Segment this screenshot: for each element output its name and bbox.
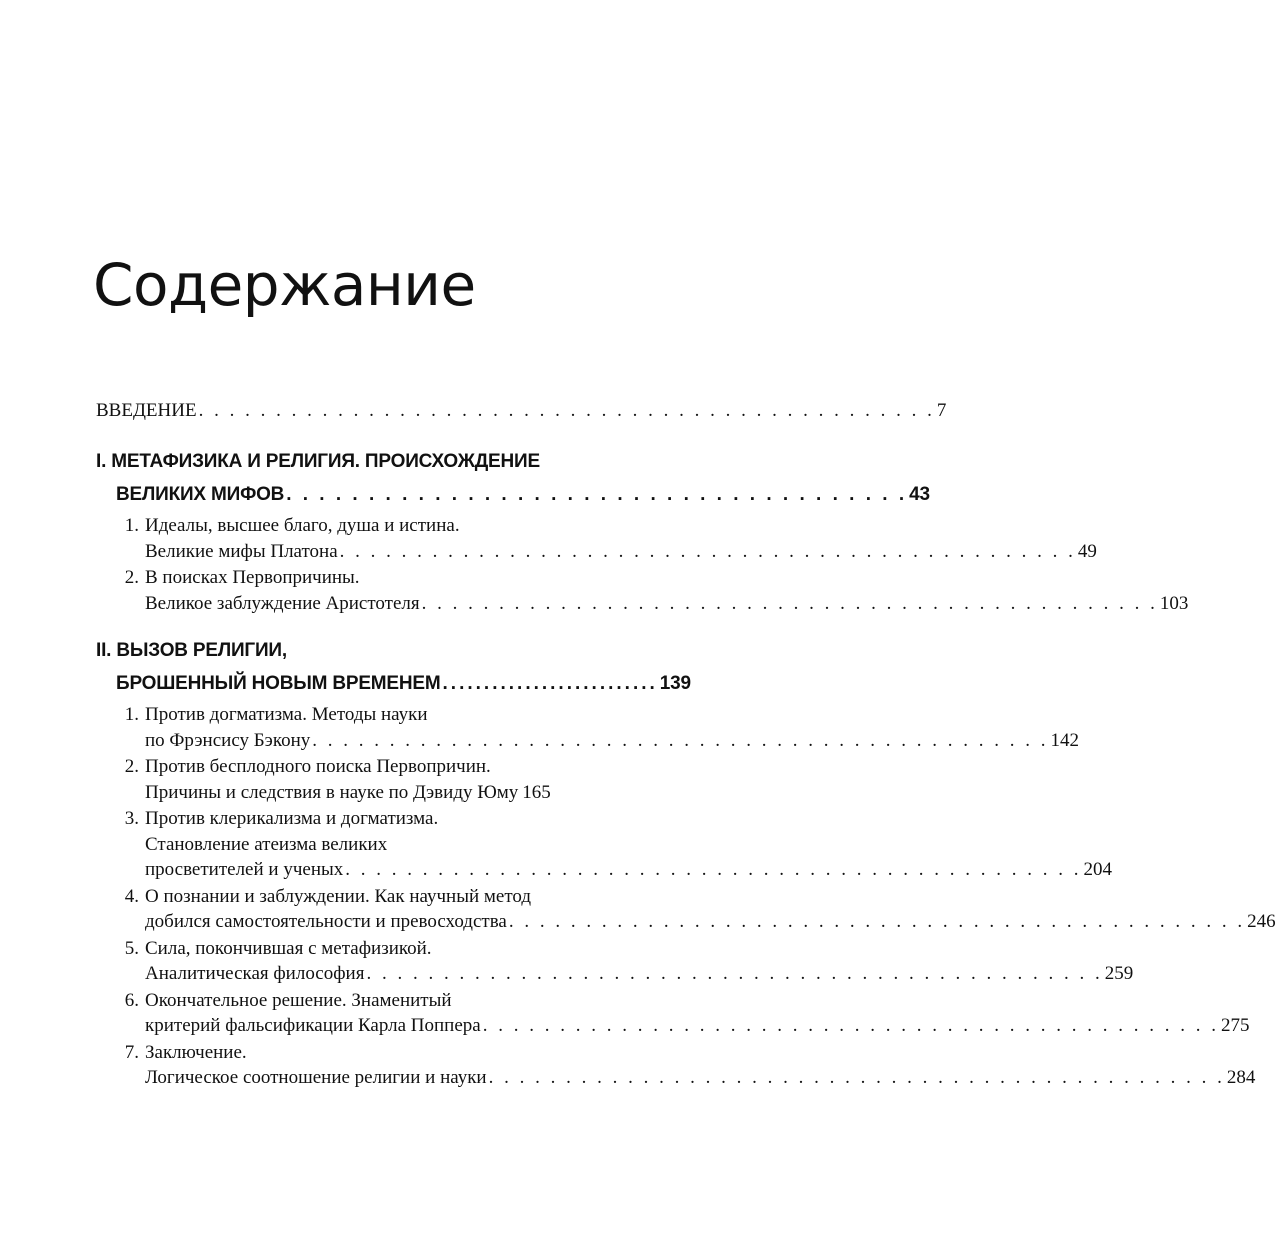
part-heading-line: II. ВЫЗОВ РЕЛИГИИ, (96, 640, 287, 661)
chapter-title-line: Против догматизма. Методы науки (145, 704, 428, 725)
toc-chapter (96, 806, 1112, 883)
toc-chapter (96, 936, 1134, 987)
toc-chapter (96, 754, 626, 805)
leader-dots: .......................... (442, 673, 658, 694)
toc-entry-intro (96, 398, 947, 424)
chapter-page-number: 284 (1226, 1067, 1256, 1088)
toc-chapter (96, 513, 1097, 564)
chapter-title-line: Окончательное решение. Знаменитый (145, 989, 452, 1011)
chapter-page-number: 259 (1104, 963, 1134, 984)
toc-intro-label: ВВЕДЕНИЕ (96, 400, 197, 421)
chapter-title-line: Заключение. (145, 1041, 247, 1063)
part-2-chapters (96, 702, 1276, 1091)
chapter-number: 4. (124, 885, 139, 907)
toc-intro-page: 7 (936, 400, 947, 421)
chapter-title-last-line: критерий фальсификации Карла Поппера (145, 1015, 481, 1036)
part-heading-line-with-page (96, 478, 930, 511)
toc-part-1 (96, 445, 930, 511)
leader-dots: . . . . . . . . . . . . . . . . . . . . . . . . . . . . . . . . . . . . . . . . . . . . . . . . (312, 729, 1049, 751)
part-1-chapters (96, 513, 1189, 616)
chapter-title-line: Сила, покончившая с метафизикой. (145, 937, 432, 959)
chapter-title-last-line: по Фрэнсису Бэкону (145, 729, 311, 751)
leader-dots: . . . . . . . . . . . . . . . . . . . . . . . . . . . . . . . . . . . . . . . . . . . . . . . . (345, 859, 1082, 880)
leader-dots: . . . . . . . . . . . . . . . . . . . . . . . . . . . . . . . . . . . . . . . . . . . . . . . . (339, 540, 1076, 562)
toc-chapter (96, 988, 1250, 1039)
chapter-title-line: В поисках Первопричины. (145, 567, 360, 588)
chapter-title-last-line: Причины и следствия в науке по Дэвиду Юму (145, 781, 519, 803)
leader-dots: . . . . . . . . . . . . . . . . . . . . . . . . . . . . . . . . . . . . . . (286, 484, 908, 505)
chapter-number: 6. (124, 989, 139, 1011)
chapter-page-number: 246 (1247, 911, 1276, 932)
chapter-page-number: 103 (1159, 592, 1189, 614)
chapter-number: 7. (124, 1041, 139, 1063)
part-heading-line-with-page (96, 667, 691, 700)
chapter-title-last-line: Аналитическая философия (145, 963, 365, 984)
chapter-title-line: О познании и заблуждении. Как научный метод (145, 885, 532, 907)
chapter-title-last-line: Великие мифы Платона (145, 540, 338, 562)
chapter-page-number: 165 (522, 781, 551, 803)
chapter-number: 3. (124, 808, 139, 829)
leader-dots: . . . . . . . . . . . . . . . . . . . . . . . . . . . . . . . . . . . . . . . . . . . . . . . . (482, 1015, 1219, 1036)
chapter-number: 2. (124, 567, 139, 588)
toc-chapter (96, 884, 1276, 935)
chapter-title-line: Становление атеизма великих (145, 833, 388, 855)
toc-chapter (96, 702, 1080, 753)
part-heading-text: БРОШЕННЫЙ НОВЫМ ВРЕМЕНЕМ (116, 673, 441, 694)
chapter-title-last-line: просветителей и ученых (145, 859, 344, 880)
chapter-number: 1. (124, 515, 139, 536)
leader-dots: . . . . . . . . . . . . . . . . . . . . . . . . . . . . . . . . . . . . . . . . . . . . . . . . (198, 400, 935, 421)
part-heading-line: I. МЕТАФИЗИКА И РЕЛИГИЯ. ПРОИСХОЖДЕНИЕ (96, 451, 540, 472)
toc-chapter (96, 565, 1189, 616)
table-of-contents (96, 398, 1276, 1092)
chapter-page-number: 49 (1077, 540, 1097, 562)
chapter-number: 1. (124, 704, 139, 725)
leader-dots: . . . . . . . . . . . . . . . . . . . . . . . . . . . . . . . . . . . . . . . . . . . . . . . . (508, 911, 1246, 932)
chapter-title-line: Против бесплодного поиска Первопричин. (145, 756, 491, 777)
part-page-number: 139 (659, 673, 691, 694)
chapter-title-last-line: Великое заблуждение Аристотеля (145, 592, 420, 614)
chapter-page-number: 142 (1050, 729, 1080, 751)
chapter-title-last-line: Логическое соотношение религии и науки (145, 1067, 487, 1088)
chapter-title-line: Идеалы, высшее благо, душа и истина. (145, 515, 460, 536)
page-title: Содержание (93, 251, 476, 319)
chapter-page-number: 275 (1220, 1015, 1250, 1036)
chapter-title-last-line: добился самостоятельности и превосходства (145, 911, 507, 932)
chapter-number: 5. (124, 937, 139, 959)
part-heading-text: ВЕЛИКИХ МИФОВ (116, 484, 285, 505)
leader-dots: . . . . . . . . . . . . . . . . . . . . . . . . . . . . . . . . . . . . . . . . . . . . . . . . (488, 1067, 1225, 1088)
chapter-page-number: 204 (1083, 859, 1112, 880)
part-page-number: 43 (909, 484, 930, 505)
chapter-number: 2. (124, 756, 139, 777)
chapter-title-line: Против клерикализма и догматизма. (145, 808, 439, 829)
toc-chapter (96, 1040, 1256, 1091)
toc-part-2 (96, 634, 691, 700)
leader-dots: . . . . . . . . . . . . . . . . . . . . . . . . . . . . . . . . . . . . . . . . . . . . . . . . (421, 592, 1158, 614)
leader-dots: . . . . . . . . . . . . . . . . . . . . . . . . . . . . . . . . . . . . . . . . . . . . . . . . (366, 963, 1103, 984)
